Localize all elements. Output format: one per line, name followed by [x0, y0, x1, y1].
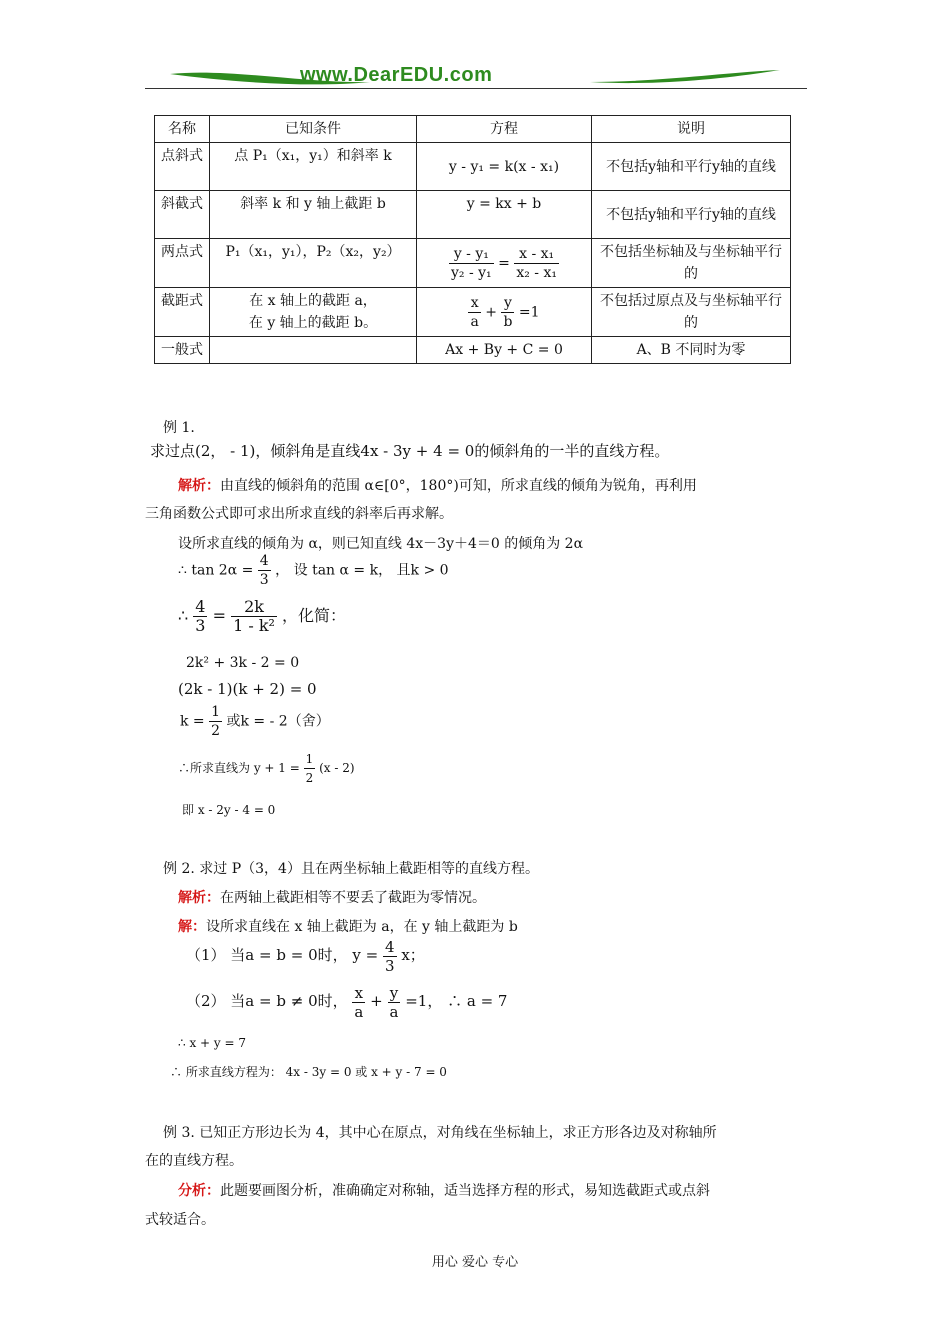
example-3-analysis — [178, 1180, 710, 1202]
table-cell-equation: y - y₁ = k(x - x₁) — [417, 143, 592, 191]
example-1-label: 例 1. — [163, 420, 195, 436]
plus-sign: + — [485, 304, 498, 320]
example-1-analysis-cont: 三角函数公式即可求出所求直线的斜率后再求解。 — [145, 506, 453, 522]
table-cell-equation — [417, 288, 592, 337]
condition-line: 在 y 轴上的截距 b。 — [248, 315, 378, 331]
fraction: $\frac{x}{a}$ — [470, 294, 479, 330]
solution-step: ∴ 所求直线方程为： 4x - 3y = 0 或 x + y - 7 = 0 — [170, 1065, 447, 1079]
example-2-analysis — [178, 887, 486, 909]
table-header-cell: 已知条件 — [210, 116, 417, 143]
analysis-label: 解析： — [178, 478, 220, 494]
solution-step: ∴所求直线为 y + 1 = $\frac{1}{2}$ (x - 2) — [178, 752, 355, 785]
example-3-question-cont: 在的直线方程。 — [145, 1153, 243, 1169]
table-cell-name: 点斜式 — [155, 143, 210, 191]
fraction: $\frac{2k}{\text{1 - k²}}$ — [233, 597, 275, 635]
fraction: $\frac{1}{2}$ — [211, 704, 221, 739]
table-cell-name: 截距式 — [155, 288, 210, 337]
table-cell-equation — [417, 239, 592, 288]
example-1-analysis — [178, 475, 697, 497]
table-header-cell: 名称 — [155, 116, 210, 143]
example-3-analysis-cont: 式较适合。 — [145, 1212, 215, 1228]
analysis-label: 分析： — [178, 1183, 220, 1199]
table-cell-name: 两点式 — [155, 239, 210, 288]
table-cell-note: 不包括y轴和平行y轴的直线 — [592, 191, 791, 239]
table-cell-condition: 斜率 k 和 y 轴上截距 b — [210, 191, 417, 239]
analysis-text: 在两轴上截距相等不要丢了截距为零情况。 — [220, 890, 486, 906]
solution-step: ∴ tan 2α = $\frac{4}{3}$ ， 设 tan α = k， 且k > 0 — [178, 553, 449, 588]
equals-sign: = — [498, 255, 510, 271]
table-row — [155, 239, 791, 288]
table-cell-note: 不包括坐标轴及与坐标轴平行的 — [592, 239, 791, 288]
analysis-text: 由直线的倾斜角的范围 α∈[0°，180°)可知，所求直线的倾角为锐角，再利用 — [220, 478, 697, 494]
table-header-row — [155, 116, 791, 143]
table-cell-equation: y = kx + b — [417, 191, 592, 239]
fraction: $\frac{4}{3}$ — [195, 597, 206, 635]
solution-step: 即 x - 2y - 4 = 0 — [182, 803, 276, 817]
table-cell-note: 不包括过原点及与坐标轴平行的 — [592, 288, 791, 337]
example-1-question: 求过点(2， - 1)，倾斜角是直线4x - 3y + 4 = 0的倾斜角的一半的直线方程。 — [150, 442, 670, 460]
table-cell-condition — [210, 337, 417, 364]
condition-line: 在 x 轴上的截距 a， — [249, 293, 377, 309]
fraction: $\frac{y}{a}$ — [389, 983, 399, 1021]
fraction: $\frac{\text{x - x₁}}{\text{x₂ - x₁}}$ — [516, 245, 557, 281]
table-cell-name: 一般式 — [155, 337, 210, 364]
table-cell-note: 不包括y轴和平行y轴的直线 — [592, 143, 791, 191]
fraction: $\frac{4}{3}$ — [259, 553, 269, 588]
solution-step: 2k² + 3k - 2 = 0 — [186, 655, 300, 671]
analysis-text: 此题要画图分析，准确确定对称轴，适当选择方程的形式，易知选截距式或点斜 — [220, 1183, 710, 1199]
table-row — [155, 288, 791, 337]
example-2-solution — [178, 916, 518, 938]
table-cell-condition: 点 P₁（x₁，y₁）和斜率 k — [210, 143, 417, 191]
equation-rhs: =1 — [518, 304, 540, 320]
header-swoosh-right — [590, 66, 780, 88]
table-row — [155, 337, 791, 364]
solution-step: （1） 当a = b = 0时， y = $\frac{4}{3}$ x； — [186, 937, 425, 975]
table-row — [155, 143, 791, 191]
fraction: $\frac{4}{3}$ — [384, 937, 395, 975]
page-footer: 用心 爱心 专心 — [431, 1255, 519, 1270]
table-row — [155, 191, 791, 239]
table-cell-note: A、B 不同时为零 — [592, 337, 791, 364]
example-3-question: 例 3. 已知正方形边长为 4，其中心在原点，对角线在坐标轴上，求正方形各边及对称轴所 — [163, 1125, 717, 1141]
line-equation-table — [154, 115, 791, 364]
fraction: $\frac{\text{y - y₁}}{\text{y₂ - y₁}}$ — [451, 245, 492, 281]
solution-step: ∴ x + y = 7 — [178, 1036, 246, 1050]
solution-step: 设所求直线的倾角为 α，则已知直线 4x－3y＋4＝0 的倾角为 2α — [178, 536, 584, 552]
fraction: $\frac{y}{b}$ — [503, 294, 513, 330]
solution-step: (2k - 1)(k + 2) = 0 — [178, 680, 317, 698]
solution-step: （2） 当a = b ≠ 0时， $\frac{x}{a}$ + $\frac{y}{a}$ =1， ∴ a = 7 — [186, 983, 508, 1021]
header-rule — [145, 88, 807, 89]
table-header-cell: 说明 — [592, 116, 791, 143]
table-cell-equation: Ax + By + C = 0 — [417, 337, 592, 364]
site-logo: www.DearEDU.com — [300, 64, 493, 86]
example-2-question: 例 2. 求过 P（3，4）且在两坐标轴上截距相等的直线方程。 — [163, 861, 539, 877]
table-cell-name: 斜截式 — [155, 191, 210, 239]
fraction: $\frac{x}{a}$ — [354, 983, 364, 1021]
solution-label: 解： — [178, 919, 206, 935]
solution-text: 设所求直线在 x 轴上截距为 a，在 y 轴上截距为 b — [206, 919, 518, 935]
solution-step: ∴ $\frac{4}{3}$ = $\frac{2k}{\text{1 - k²}}$ ，化简： — [178, 597, 347, 635]
solution-step: k = $\frac{1}{2}$ 或k = - 2（舍） — [180, 704, 330, 739]
fraction: $\frac{1}{2}$ — [305, 752, 314, 785]
table-header-cell: 方程 — [417, 116, 592, 143]
table-cell-condition: P₁（x₁，y₁），P₂（x₂，y₂） — [210, 239, 417, 288]
table-cell-condition — [210, 288, 417, 337]
analysis-label: 解析： — [178, 890, 220, 906]
